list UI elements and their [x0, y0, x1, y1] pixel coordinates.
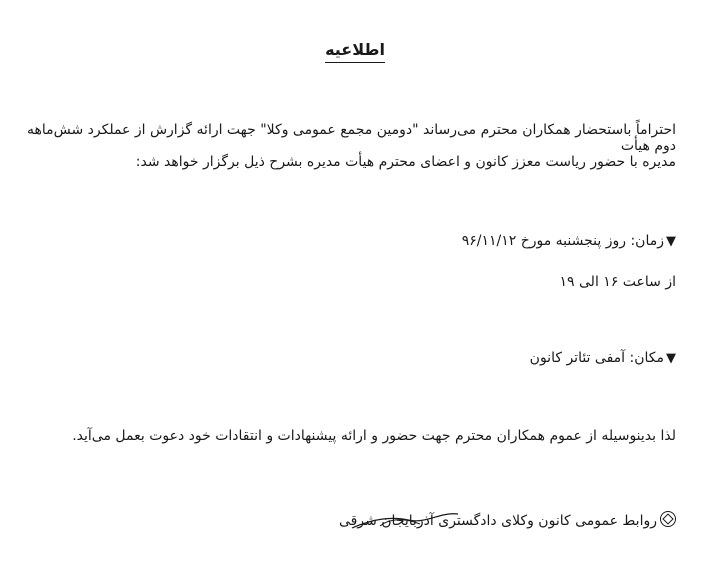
- intro-line-1: احتراماً باستحضار همکاران محترم می‌رساند "دومین مجمع عمومی وکلا" جهت ارائه گزارش از عملکرد شش‌ماهه دوم هیأت: [26, 122, 676, 154]
- ornament-icon: [660, 511, 676, 527]
- invitation-text: لذا بدینوسیله از عموم همکاران محترم جهت حضور و ارائه پیشنهادات و انتقادات خود دعوت بعمل می‌آید.: [72, 428, 676, 444]
- footer-text: روابط عمومی کانون وکلای دادگستری آذربایجان شرقی: [339, 513, 657, 529]
- time-row: [26, 233, 676, 249]
- triangle-bullet-icon: ▼: [666, 234, 676, 249]
- page-title: [0, 40, 710, 59]
- redaction-area: [110, 540, 670, 576]
- hours-text: از ساعت ۱۶ الی ۱۹: [559, 274, 676, 290]
- triangle-bullet-icon: ▼: [666, 351, 676, 366]
- title-text: اطلاعیه: [325, 40, 385, 63]
- intro-line-2: مدیره با حضور ریاست معزز کانون و اعضای محترم هیأت مدیره بشرح ذیل برگزار خواهد شد:: [135, 154, 676, 170]
- time-text: زمان: روز پنجشنبه مورخ ۹۶/۱۱/۱۲: [461, 233, 664, 249]
- place-text: مکان: آمفی تئاتر کانون: [529, 350, 664, 366]
- place-row: [26, 350, 676, 366]
- signature-mark: [350, 506, 460, 536]
